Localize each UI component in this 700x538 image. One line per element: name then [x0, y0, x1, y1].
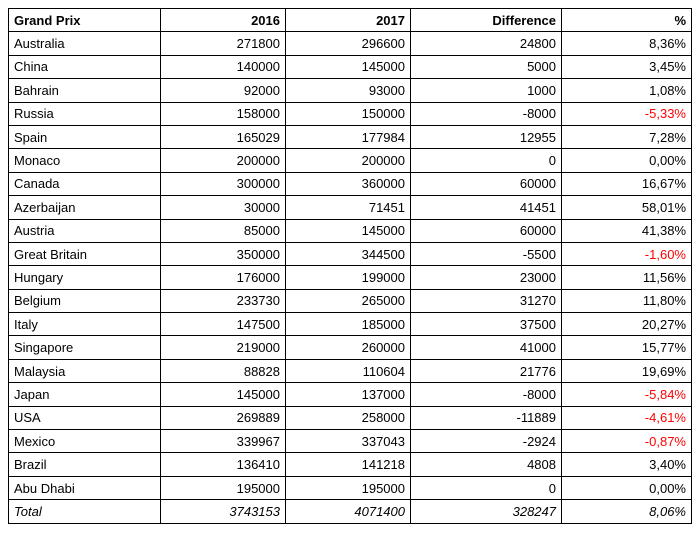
- cell-2016: 136410: [161, 453, 286, 476]
- cell-difference: 1000: [411, 79, 562, 102]
- cell-difference: 24800: [411, 32, 562, 55]
- cell-2017: 344500: [286, 242, 411, 265]
- cell-difference: -8000: [411, 102, 562, 125]
- cell-2017: 141218: [286, 453, 411, 476]
- cell-2016: 233730: [161, 289, 286, 312]
- table-row: [9, 79, 692, 102]
- cell-2017: 195000: [286, 476, 411, 499]
- cell-grand-prix: Bahrain: [9, 79, 161, 102]
- cell-percent: 8,36%: [562, 32, 692, 55]
- table-row: [9, 219, 692, 242]
- cell-difference: 60000: [411, 172, 562, 195]
- table-row: [9, 406, 692, 429]
- cell-difference: 37500: [411, 313, 562, 336]
- cell-difference: 60000: [411, 219, 562, 242]
- cell-grand-prix: Abu Dhabi: [9, 476, 161, 499]
- cell-2017: 199000: [286, 266, 411, 289]
- cell-percent: 3,45%: [562, 55, 692, 78]
- table-row: [9, 172, 692, 195]
- cell-grand-prix: Spain: [9, 125, 161, 148]
- cell-2017: 145000: [286, 219, 411, 242]
- cell-2016: 140000: [161, 55, 286, 78]
- cell-2017: 110604: [286, 359, 411, 382]
- cell-percent: 41,38%: [562, 219, 692, 242]
- cell-grand-prix: Italy: [9, 313, 161, 336]
- cell-percent: 0,00%: [562, 149, 692, 172]
- cell-2017: 177984: [286, 125, 411, 148]
- total-difference: 328247: [411, 500, 562, 523]
- cell-2017: 185000: [286, 313, 411, 336]
- header-percent: %: [562, 9, 692, 32]
- cell-percent: -0,87%: [562, 430, 692, 453]
- cell-2016: 147500: [161, 313, 286, 336]
- cell-difference: 12955: [411, 125, 562, 148]
- cell-2016: 145000: [161, 383, 286, 406]
- cell-percent: -5,84%: [562, 383, 692, 406]
- cell-grand-prix: Malaysia: [9, 359, 161, 382]
- attendance-table: [8, 8, 692, 524]
- cell-percent: 19,69%: [562, 359, 692, 382]
- table-row: [9, 359, 692, 382]
- cell-grand-prix: Belgium: [9, 289, 161, 312]
- header-2017: 2017: [286, 9, 411, 32]
- cell-2016: 85000: [161, 219, 286, 242]
- cell-2016: 158000: [161, 102, 286, 125]
- cell-grand-prix: Singapore: [9, 336, 161, 359]
- cell-grand-prix: China: [9, 55, 161, 78]
- cell-2016: 200000: [161, 149, 286, 172]
- cell-difference: -8000: [411, 383, 562, 406]
- cell-difference: 21776: [411, 359, 562, 382]
- table-row: [9, 149, 692, 172]
- cell-2016: 92000: [161, 79, 286, 102]
- cell-grand-prix: Austria: [9, 219, 161, 242]
- cell-grand-prix: USA: [9, 406, 161, 429]
- cell-percent: 20,27%: [562, 313, 692, 336]
- cell-2016: 165029: [161, 125, 286, 148]
- header-2016: 2016: [161, 9, 286, 32]
- cell-2016: 176000: [161, 266, 286, 289]
- cell-percent: -4,61%: [562, 406, 692, 429]
- cell-2017: 260000: [286, 336, 411, 359]
- cell-grand-prix: Azerbaijan: [9, 196, 161, 219]
- table-row: [9, 476, 692, 499]
- cell-2016: 271800: [161, 32, 286, 55]
- table-row: [9, 102, 692, 125]
- cell-difference: -5500: [411, 242, 562, 265]
- cell-2016: 339967: [161, 430, 286, 453]
- total-label: Total: [9, 500, 161, 523]
- cell-2016: 30000: [161, 196, 286, 219]
- cell-percent: 3,40%: [562, 453, 692, 476]
- cell-percent: 0,00%: [562, 476, 692, 499]
- total-percent: 8,06%: [562, 500, 692, 523]
- cell-difference: 0: [411, 476, 562, 499]
- cell-percent: 1,08%: [562, 79, 692, 102]
- table-container: [8, 8, 692, 524]
- cell-2017: 296600: [286, 32, 411, 55]
- cell-percent: 7,28%: [562, 125, 692, 148]
- cell-percent: -5,33%: [562, 102, 692, 125]
- cell-percent: 11,56%: [562, 266, 692, 289]
- cell-difference: 5000: [411, 55, 562, 78]
- cell-difference: -2924: [411, 430, 562, 453]
- cell-grand-prix: Hungary: [9, 266, 161, 289]
- cell-2017: 93000: [286, 79, 411, 102]
- cell-difference: -11889: [411, 406, 562, 429]
- total-2016: 3743153: [161, 500, 286, 523]
- cell-2017: 145000: [286, 55, 411, 78]
- cell-2017: 258000: [286, 406, 411, 429]
- cell-2017: 137000: [286, 383, 411, 406]
- cell-difference: 0: [411, 149, 562, 172]
- cell-2016: 88828: [161, 359, 286, 382]
- cell-difference: 31270: [411, 289, 562, 312]
- cell-2016: 350000: [161, 242, 286, 265]
- cell-2017: 360000: [286, 172, 411, 195]
- cell-difference: 23000: [411, 266, 562, 289]
- cell-difference: 4808: [411, 453, 562, 476]
- cell-percent: 16,67%: [562, 172, 692, 195]
- cell-2017: 265000: [286, 289, 411, 312]
- cell-2017: 337043: [286, 430, 411, 453]
- table-row: [9, 336, 692, 359]
- cell-difference: 41451: [411, 196, 562, 219]
- table-row: [9, 453, 692, 476]
- table-row: [9, 196, 692, 219]
- cell-2017: 150000: [286, 102, 411, 125]
- cell-percent: 11,80%: [562, 289, 692, 312]
- table-row: [9, 266, 692, 289]
- total-2017: 4071400: [286, 500, 411, 523]
- cell-grand-prix: Monaco: [9, 149, 161, 172]
- header-row: [9, 9, 692, 32]
- total-row: [9, 500, 692, 523]
- cell-grand-prix: Mexico: [9, 430, 161, 453]
- cell-grand-prix: Great Britain: [9, 242, 161, 265]
- cell-percent: -1,60%: [562, 242, 692, 265]
- cell-grand-prix: Canada: [9, 172, 161, 195]
- cell-difference: 41000: [411, 336, 562, 359]
- cell-2017: 200000: [286, 149, 411, 172]
- table-row: [9, 383, 692, 406]
- cell-percent: 58,01%: [562, 196, 692, 219]
- table-row: [9, 242, 692, 265]
- cell-grand-prix: Australia: [9, 32, 161, 55]
- cell-grand-prix: Japan: [9, 383, 161, 406]
- cell-grand-prix: Russia: [9, 102, 161, 125]
- cell-grand-prix: Brazil: [9, 453, 161, 476]
- cell-2016: 300000: [161, 172, 286, 195]
- header-grand-prix: Grand Prix: [9, 9, 161, 32]
- table-row: [9, 125, 692, 148]
- cell-2016: 269889: [161, 406, 286, 429]
- cell-percent: 15,77%: [562, 336, 692, 359]
- table-row: [9, 289, 692, 312]
- cell-2016: 219000: [161, 336, 286, 359]
- header-difference: Difference: [411, 9, 562, 32]
- table-row: [9, 313, 692, 336]
- table-row: [9, 32, 692, 55]
- table-row: [9, 430, 692, 453]
- table-row: [9, 55, 692, 78]
- cell-2016: 195000: [161, 476, 286, 499]
- table-body: [9, 32, 692, 523]
- cell-2017: 71451: [286, 196, 411, 219]
